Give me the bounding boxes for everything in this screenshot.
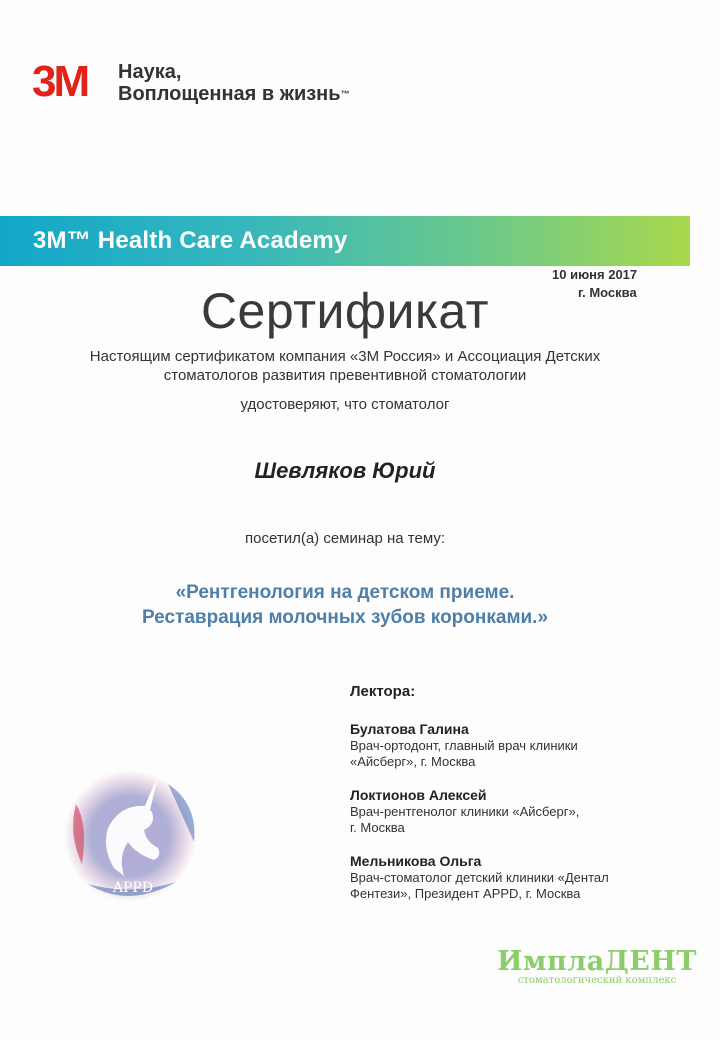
lecturer-item bbox=[350, 852, 650, 902]
3m-logo bbox=[32, 58, 108, 102]
3m-logo-graphic bbox=[32, 58, 108, 102]
slogan bbox=[118, 61, 350, 105]
lecturer-name: Булатова Галина bbox=[350, 721, 469, 737]
impladent-logo: ИмплаДЕНТ bbox=[497, 946, 697, 977]
slogan-line-2 bbox=[118, 83, 350, 105]
slogan-line-1: Наука, bbox=[118, 61, 182, 83]
lecturer-item bbox=[350, 786, 650, 836]
svg-text:APPD: APPD bbox=[112, 880, 154, 896]
lecturer-desc-line-1: Врач-ортодонт, главный врач клиники bbox=[350, 738, 578, 753]
certificate-city: г. Москва bbox=[578, 285, 637, 300]
trademark-mark: ™ bbox=[340, 89, 350, 99]
svg-text:3M: 3M bbox=[32, 58, 88, 102]
lecturers-heading: Лектора: bbox=[350, 683, 416, 700]
lecturer-desc-line-2: г. Москва bbox=[350, 820, 405, 835]
lecturer-desc-line-1: Врач-стоматолог детский клиники «Дентал bbox=[350, 870, 609, 885]
unicorn-icon bbox=[58, 764, 208, 914]
certify-text: удостоверяют, что стоматолог bbox=[240, 396, 450, 413]
lecturer-desc-line-2: «Айсберг», г. Москва bbox=[350, 754, 476, 769]
certificate-intro bbox=[40, 347, 650, 385]
lecturer-desc-line-1: Врач-рентгенолог клиники «Айсберг», bbox=[350, 804, 580, 819]
seminar-topic bbox=[0, 580, 690, 630]
impladent-subtitle: стоматологический комплекс bbox=[517, 975, 677, 986]
lecturer-name: Локтионов Алексей bbox=[350, 787, 487, 803]
intro-line-2: стоматологов развития превентивной стоматологии bbox=[163, 367, 527, 384]
attended-text: посетил(а) семинар на тему: bbox=[245, 530, 445, 547]
certificate-title: Сертификат bbox=[200, 283, 490, 339]
lecturer-desc-line-2: Фентези», Президент APPD, г. Москва bbox=[350, 886, 581, 901]
recipient-name: Шевляков Юрий bbox=[254, 458, 436, 483]
lecturer-item bbox=[350, 720, 650, 770]
lecturer-name: Мельникова Ольга bbox=[350, 853, 482, 869]
certificate-date: 10 июня 2017 bbox=[552, 267, 638, 282]
intro-line-1: Настоящим сертификатом компания «3M Россия» и Ассоциация Детских bbox=[89, 348, 601, 365]
academy-title: 3M™ Health Care Academy bbox=[33, 227, 348, 254]
slogan-line-2-text: Воплощенная в жизнь bbox=[118, 83, 341, 105]
topic-line-2: Реставрация молочных зубов коронками.» bbox=[141, 607, 549, 628]
impladent-watermark bbox=[497, 946, 697, 986]
topic-line-1: «Рентгенология на детском приеме. bbox=[175, 582, 515, 603]
appd-emblem bbox=[58, 764, 208, 914]
